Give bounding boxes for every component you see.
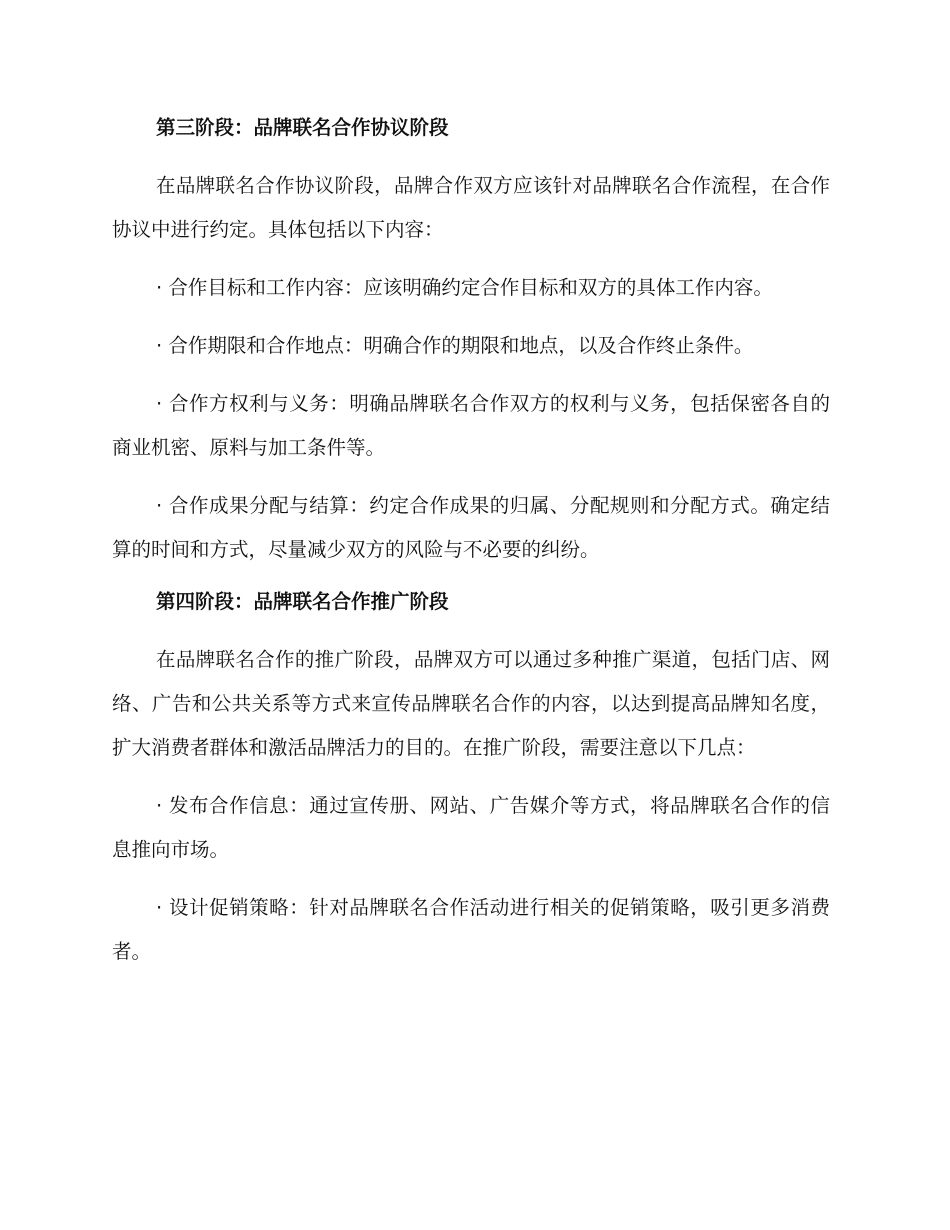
section-4-bullet-2: · 设计促销策略：针对品牌联名合作活动进行相关的促销策略，吸引更多消费者。: [112, 896, 830, 963]
section-3-heading: 第三阶段：品牌联名合作协议阶段: [156, 116, 449, 139]
section-3-bullet-2: · 合作期限和合作地点：明确合作的期限和地点，以及合作终止条件。: [156, 334, 754, 357]
section-4-intro: 在品牌联名合作的推广阶段，品牌双方可以通过多种推广渠道，包括门店、网络、广告和公共关系等方式来宣传品牌联名合作的内容，以达到提高品牌知名度，扩大消费者群体和激活品牌活力的目的。在推广阶段，需要注意以下几点：: [112, 648, 830, 759]
section-3-bullet-3: · 合作方权利与义务：明确品牌联名合作双方的权利与义务，包括保密各自的商业机密、原料与加工条件等。: [112, 392, 830, 459]
section-4-bullet-1: · 发布合作信息：通过宣传册、网站、广告媒介等方式，将品牌联名合作的信息推向市场。: [112, 794, 830, 861]
section-4-heading: 第四阶段：品牌联名合作推广阶段: [156, 590, 449, 613]
section-3-bullet-1: · 合作目标和工作内容：应该明确约定合作目标和双方的具体工作内容。: [156, 276, 773, 299]
section-3-bullet-4: · 合作成果分配与结算：约定合作成果的归属、分配规则和分配方式。确定结算的时间和方式，尽量减少双方的风险与不必要的纠纷。: [112, 494, 830, 561]
section-3-intro: 在品牌联名合作协议阶段，品牌合作双方应该针对品牌联名合作流程，在合作协议中进行约定。具体包括以下内容：: [112, 174, 830, 241]
document-page: [112, 100, 830, 988]
